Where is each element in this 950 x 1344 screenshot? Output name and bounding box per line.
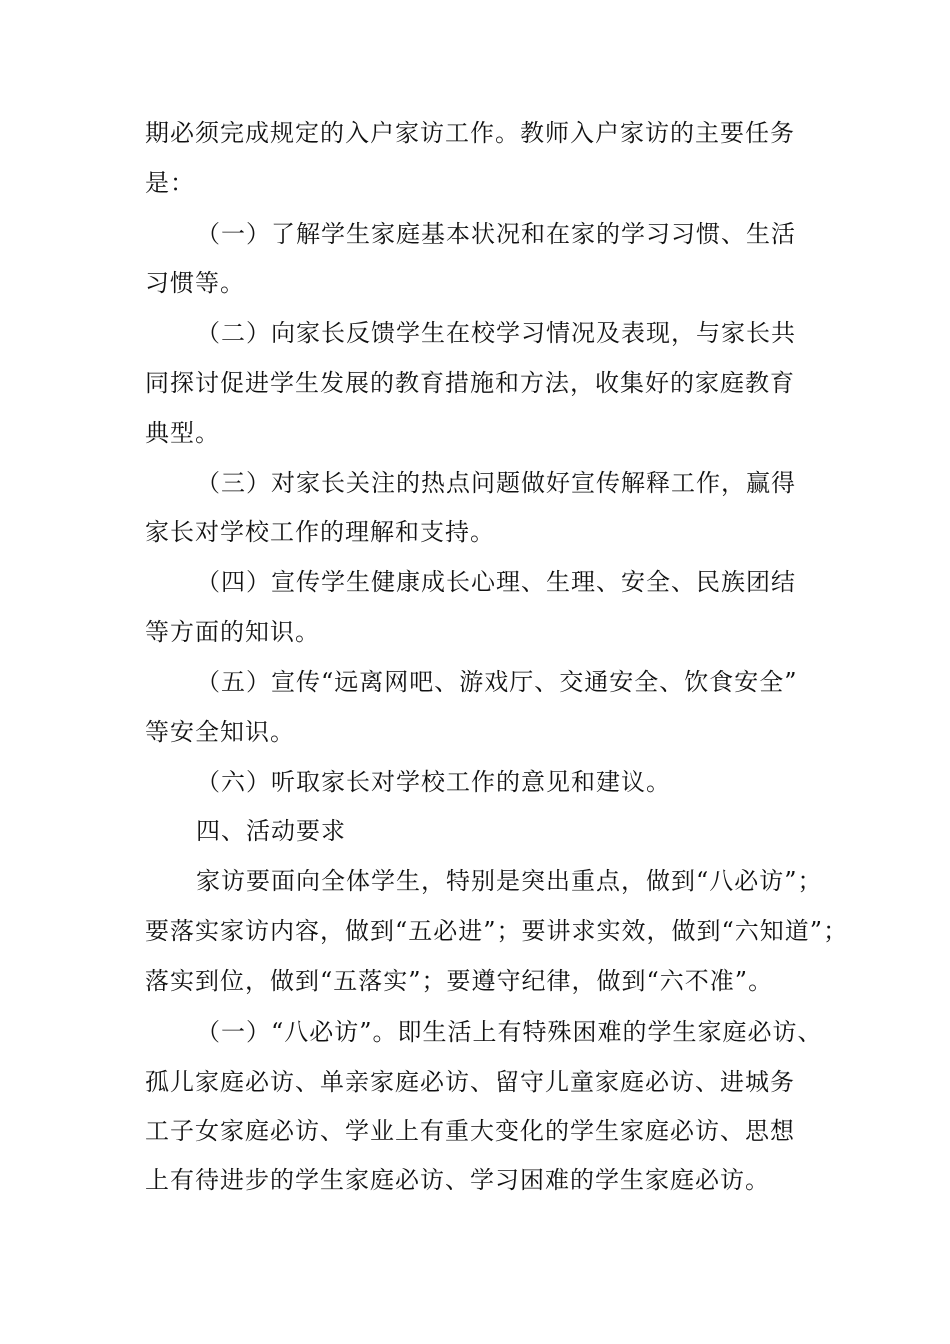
text-line: 同探讨促进学生发展的教育措施和方法，收集好的家庭教育 [145, 369, 795, 397]
text-line: 工子女家庭必访、学业上有重大变化的学生家庭必访、思想 [145, 1117, 795, 1145]
text-line: 典型。 [145, 419, 220, 447]
text-line: 期必须完成规定的入户家访工作。教师入户家访的主要任务 [145, 119, 795, 147]
text-line: 家长对学校工作的理解和支持。 [145, 518, 495, 546]
text-line: 等方面的知识。 [145, 618, 320, 646]
text-line: 习惯等。 [145, 269, 245, 297]
text-line: 等安全知识。 [145, 718, 295, 746]
text-line: 上有待进步的学生家庭必访、学习困难的学生家庭必访。 [145, 1166, 770, 1194]
section-heading: 四、活动要求 [196, 817, 346, 845]
text-line: （一）了解学生家庭基本状况和在家的学习习惯、生活 [196, 220, 796, 248]
text-line: （二）向家长反馈学生在校学习情况及表现，与家长共 [196, 319, 796, 347]
text-line: （一）“八必访”。即生活上有特殊困难的学生家庭必访、 [196, 1018, 823, 1046]
text-line: 孤儿家庭必访、单亲家庭必访、留守儿童家庭必访、进城务 [145, 1068, 795, 1096]
text-line: （六）听取家长对学校工作的意见和建议。 [196, 768, 671, 796]
text-line: 要落实家访内容，做到“五必进”；要讲求实效，做到“六知道”； [145, 917, 849, 945]
text-line: 是： [145, 169, 195, 197]
text-line: （五）宣传“远离网吧、游戏厅、交通安全、饮食安全” [196, 668, 798, 696]
text-line: 家访要面向全体学生，特别是突出重点，做到“八必访”； [196, 867, 823, 895]
text-line: （四）宣传学生健康成长心理、生理、安全、民族团结 [196, 568, 796, 596]
text-line: （三）对家长关注的热点问题做好宣传解释工作，赢得 [196, 469, 796, 497]
text-line: 落实到位，做到“五落实”；要遵守纪律，做到“六不准”。 [145, 967, 774, 995]
